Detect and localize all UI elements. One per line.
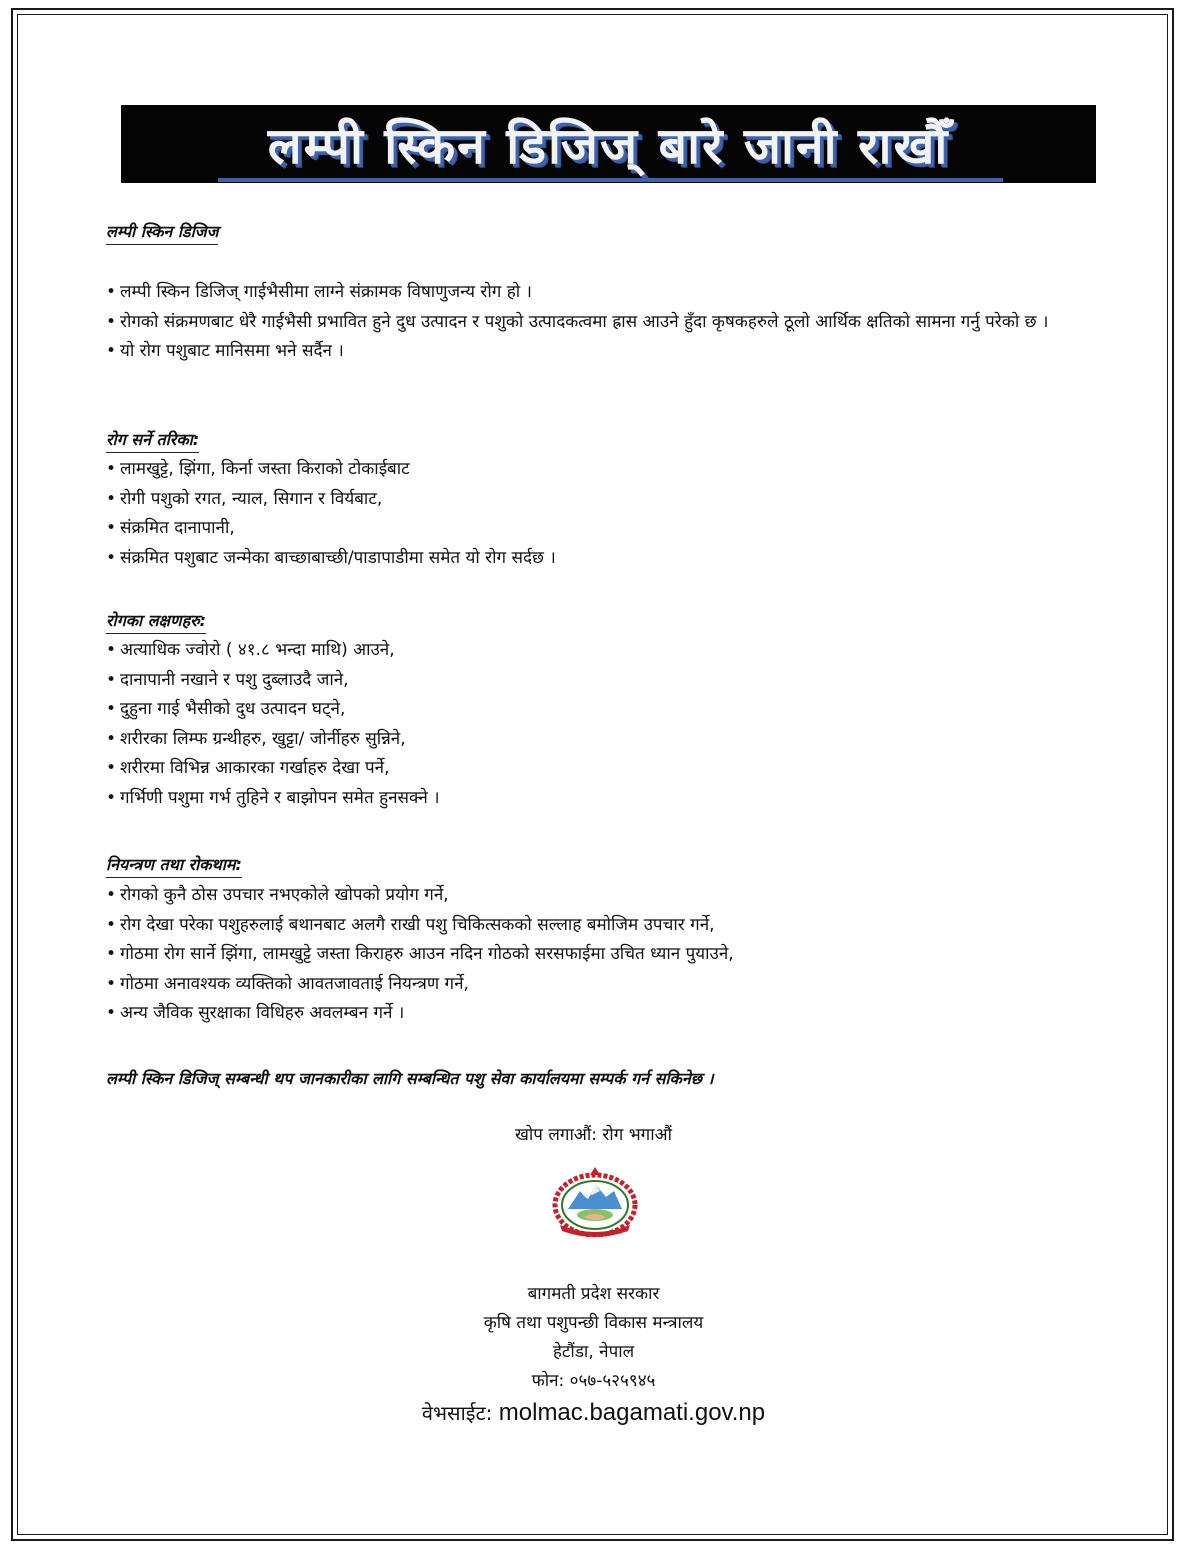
bullet-icon: • xyxy=(106,914,117,935)
bullet-icon: • xyxy=(106,885,117,905)
bullet-icon: • xyxy=(106,669,117,690)
footer-location: हेटौंडा, नेपाल xyxy=(552,1342,635,1362)
section-heading-intro: लम्पी स्किन डिजिज xyxy=(106,220,218,245)
footer-ministry: कृषि तथा पशुपन्छी विकास मन्त्रालय xyxy=(483,1313,704,1333)
bullet-icon: • xyxy=(106,973,117,994)
contact-note: लम्पी स्किन डिजिज् सम्बन्धी थप जानकारीका लागि सम्बन्धित पशु सेवा कार्यालयमा सम्पर्क गर्न सकिनेछ । xyxy=(106,1069,714,1088)
list-item: • शरीरका लिम्फ ग्रन्थीहरु, खुट्टा/ जोर्नीहरु सुन्निने, xyxy=(106,725,1066,755)
list-item: • लम्पी स्किन डिजिज् गाईभैसीमा लाग्ने संक्रामक विषाणुजन्य रोग हो । xyxy=(106,278,1066,308)
bullet-icon: • xyxy=(106,459,117,479)
list-item: • रोगी पशुको रगत, न्याल, सिगान र विर्यबाट, xyxy=(106,485,1066,515)
intro-list xyxy=(106,278,1066,367)
list-item: • अत्याधिक ज्वोरो ( ४१.८ भन्दा माथि) आउने, xyxy=(106,636,1066,666)
control-list xyxy=(106,881,1066,1029)
spread-list xyxy=(106,455,1066,573)
bullet-icon: • xyxy=(106,787,117,808)
bullet-icon: • xyxy=(106,488,117,509)
list-item: • लामखुट्टे, झिंगा, किर्ना जस्ता किराको टोकाईबाट xyxy=(106,455,1066,485)
website-label: वेभसाईट: xyxy=(421,1401,493,1425)
slogan: खोप लगाऔं: रोग भगाऔं xyxy=(514,1125,672,1145)
website-link[interactable]: molmac.bagamati.gov.np xyxy=(498,1399,766,1426)
list-item: • रोगको कुनै ठोस उपचार नभएकोले खोपको प्रयोग गर्ने, xyxy=(106,881,1066,911)
bullet-icon: • xyxy=(106,518,117,538)
list-item: • संक्रमित दानापानी, xyxy=(106,514,1066,544)
footer-government: बागमती प्रदेश सरकार xyxy=(527,1284,660,1304)
bullet-icon: • xyxy=(106,282,117,302)
section-heading-control: नियन्त्रण तथा रोकथाम: xyxy=(106,853,242,878)
list-item: • शरीरमा विभिन्न आकारका गर्खाहरु देखा पर्ने, xyxy=(106,754,1066,784)
list-item: • रोगको संक्रमणबाट धेरै गाईभैसी प्रभावित हुने दुध उत्पादन र पशुको उत्पादकत्वमा ह्रास आउने हुँदा कृषकहरुले ठूलो आर्थिक क्षतिको सामना गर्नु परेको छ । xyxy=(106,308,1066,338)
title-banner xyxy=(121,105,1096,183)
bullet-icon: • xyxy=(106,699,117,719)
list-item: • गर्भिणी पशुमा गर्भ तुहिने र बाझोपन समेत हुनसक्ने । xyxy=(106,784,1066,814)
bullet-icon: • xyxy=(106,547,117,568)
list-item: • संक्रमित पशुबाट जन्मेका बाच्छाबाच्छी/पाडापाडीमा समेत यो रोग सर्दछ । xyxy=(106,544,1066,574)
footer-phone: फोन: ०५७-५२५९४५ xyxy=(531,1371,656,1391)
footer-website xyxy=(0,1398,1187,1428)
page-title: लम्पी स्किन डिजिज् बारे जानी राखौँ xyxy=(267,117,950,175)
section-heading-symptoms: रोगका लक्षणहरु: xyxy=(106,609,206,634)
bullet-icon: • xyxy=(106,311,117,332)
list-item: • रोग देखा परेका पशुहरुलाई बथानबाट अलगै राखी पशु चिकित्सकको सल्लाह बमोजिम उपचार गर्ने, xyxy=(106,911,1066,941)
bullet-icon: • xyxy=(106,1003,117,1023)
footer xyxy=(0,1280,1187,1428)
list-item: • अन्य जैविक सुरक्षाका विधिहरु अवलम्बन गर्ने । xyxy=(106,999,1066,1029)
bullet-icon: • xyxy=(106,341,117,361)
list-item: • दुहुना गाई भैसीको दुध उत्पादन घट्ने, xyxy=(106,695,1066,725)
bullet-icon: • xyxy=(106,640,117,660)
bullet-icon: • xyxy=(106,728,117,749)
bullet-icon: • xyxy=(106,758,117,778)
section-heading-spread: रोग सर्ने तरिका: xyxy=(106,428,199,453)
list-item: • गोठमा रोग सार्ने झिंगा, लामखुट्टे जस्ता किराहरु आउन नदिन गोठको सरसफाईमा उचित ध्यान पुयाउने, xyxy=(106,940,1066,970)
list-item: • दानापानी नखाने र पशु दुब्लाउदै जाने, xyxy=(106,666,1066,696)
list-item: • यो रोग पशुबाट मानिसमा भने सर्दैन । xyxy=(106,337,1066,367)
symptoms-list xyxy=(106,636,1066,813)
list-item: • गोठमा अनावश्यक व्यक्तिको आवतजावताई नियन्त्रण गर्ने, xyxy=(106,970,1066,1000)
bullet-icon: • xyxy=(106,944,117,964)
title-underline xyxy=(218,178,1003,182)
nepal-government-emblem-icon xyxy=(550,1165,640,1237)
